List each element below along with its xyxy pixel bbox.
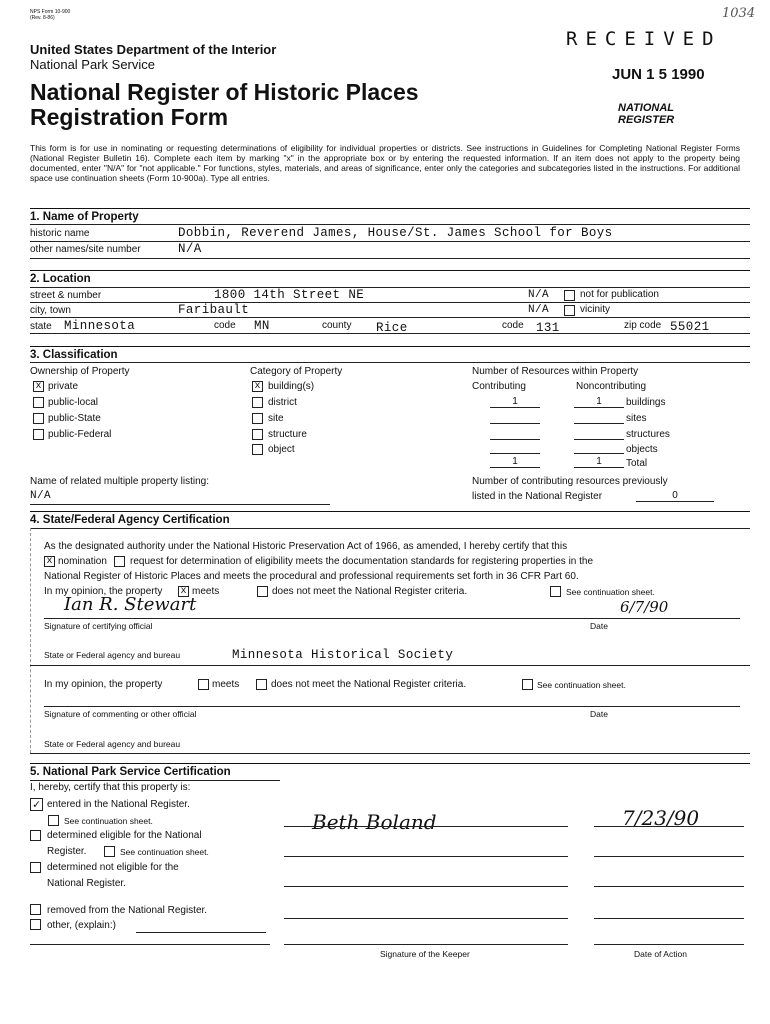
divider xyxy=(30,763,750,764)
previously-listed-label-2: listed in the National Register xyxy=(472,491,603,502)
divider xyxy=(284,918,568,919)
res-sites-label: sites xyxy=(626,413,647,424)
divider xyxy=(30,528,750,529)
ownership-private-checkbox[interactable]: x xyxy=(33,381,44,392)
category-title: Category of Property xyxy=(250,366,343,377)
divider xyxy=(594,826,744,827)
contributing-buildings[interactable]: 1 xyxy=(490,396,540,408)
section-3-heading: 3. Classification xyxy=(30,349,118,361)
divider xyxy=(594,918,744,919)
not-eligible-label-1: determined not eligible for the xyxy=(47,862,179,873)
city-label: city, town xyxy=(30,305,71,316)
category-building-label: building(s) xyxy=(268,381,315,392)
bureau2-label: State or Federal agency and bureau xyxy=(44,739,181,749)
stamp-line2: REGISTER xyxy=(618,114,675,126)
service-name: National Park Service xyxy=(30,57,155,72)
keeper-intro: I, hereby, certify that this property is: xyxy=(30,782,191,793)
other-checkbox[interactable] xyxy=(30,919,41,930)
contributing-structures[interactable] xyxy=(490,428,540,440)
stamp-national-register xyxy=(618,102,674,126)
category-building-checkbox[interactable]: x xyxy=(252,381,263,392)
continuation-sheet2-label: See continuation sheet. xyxy=(537,680,626,690)
other-names-field[interactable]: N/A xyxy=(178,242,202,256)
corner-handwritten-number: 1034 xyxy=(722,6,756,21)
street-na: N/A xyxy=(528,289,550,301)
eligible-continuation-checkbox[interactable] xyxy=(104,846,115,857)
noncontributing-header: Noncontributing xyxy=(576,381,647,392)
divider xyxy=(30,208,750,209)
county-code-field[interactable]: 131 xyxy=(536,321,560,335)
not-for-publication-checkbox[interactable] xyxy=(564,290,575,301)
ownership-public-state-checkbox[interactable] xyxy=(33,413,44,424)
continuation-sheet-checkbox[interactable] xyxy=(550,586,561,597)
contributing-total[interactable]: 1 xyxy=(490,456,540,468)
does-not-meet2-label: does not meet the National Register criteria. xyxy=(271,679,467,690)
noncontributing-structures[interactable] xyxy=(574,428,624,440)
related-listing-field[interactable]: N/A xyxy=(30,490,52,502)
opinion2-label: In my opinion, the property xyxy=(44,679,163,690)
divider xyxy=(284,856,568,857)
category-object-label: object xyxy=(268,444,295,455)
city-na: N/A xyxy=(528,304,550,316)
instructions-paragraph: This form is for use in nominating or requesting determinations of eligibility for individual properties or districts. See instructions in Guidelines for Completing National Register Forms (National Register Bulletin 16). Complete each item by marking "x" in the appropriate box or by entering the requested information. If an item does not apply to the property being documented, enter "N/A" for "not applicable." For functions, styles, materials, and areas of significance, enter only the categories and subcategories listed in the instructions. For additional space use continuation sheets (Form 10-900a). Type all entries. xyxy=(30,143,740,183)
county-code-label: code xyxy=(502,320,524,331)
related-listing-label: Name of related multiple property listing: xyxy=(30,476,209,487)
divider xyxy=(30,270,750,271)
other-label: other, (explain:) xyxy=(47,920,116,931)
county-field[interactable]: Rice xyxy=(376,321,408,335)
divider xyxy=(30,511,750,512)
category-site-checkbox[interactable] xyxy=(252,413,263,424)
nomination-label: nomination xyxy=(58,556,107,567)
section-1-heading: 1. Name of Property xyxy=(30,211,139,223)
res-buildings-label: buildings xyxy=(626,397,666,408)
divider xyxy=(30,258,750,259)
divider xyxy=(284,944,568,945)
state-code-label: code xyxy=(214,320,236,331)
divider xyxy=(136,932,266,933)
zip-label: zip code xyxy=(624,320,662,331)
opinion-label: In my opinion, the property xyxy=(44,586,163,597)
meets-label: meets xyxy=(192,586,220,597)
divider xyxy=(594,886,744,887)
action-date-handwritten: 7/23/90 xyxy=(622,806,700,830)
county-label: county xyxy=(322,320,352,331)
section-5-heading: 5. National Park Service Certification xyxy=(30,766,231,778)
divider xyxy=(30,780,280,781)
removed-label: removed from the National Register. xyxy=(47,905,208,916)
stamp-line1: NATIONAL xyxy=(618,102,675,114)
category-structure-checkbox[interactable] xyxy=(252,429,263,440)
continuation-sheet2-checkbox[interactable] xyxy=(522,679,533,690)
category-district-label: district xyxy=(268,397,297,408)
date-label: Date xyxy=(590,621,608,631)
eligible-continuation-label: See continuation sheet. xyxy=(120,847,209,857)
form-title-line1: National Register of Historic Places xyxy=(30,79,419,105)
street-label: street & number xyxy=(30,290,102,301)
determined-eligible-label-2: Register. xyxy=(47,846,87,857)
divider xyxy=(30,241,750,242)
ownership-public-federal-checkbox[interactable] xyxy=(33,429,44,440)
historic-name-label: historic name xyxy=(30,228,90,239)
ownership-public-local-label: public-local xyxy=(48,397,99,408)
divider xyxy=(594,856,744,857)
zip-field[interactable]: 55021 xyxy=(670,320,710,334)
continuation-sheet-label: See continuation sheet. xyxy=(566,587,655,597)
ownership-public-state-label: public-State xyxy=(48,413,101,424)
noncontributing-sites[interactable] xyxy=(574,412,624,424)
divider xyxy=(30,504,330,505)
commenting-signature-label: Signature of commenting or other official xyxy=(44,709,197,719)
previously-listed-field[interactable]: 0 xyxy=(636,490,714,502)
determination-request-checkbox[interactable] xyxy=(114,556,125,567)
res-structures-label: structures xyxy=(626,429,670,440)
state-code-field[interactable]: MN xyxy=(254,319,270,333)
category-district-checkbox[interactable] xyxy=(252,397,263,408)
divider xyxy=(284,826,568,827)
divider xyxy=(30,317,750,318)
divider xyxy=(30,224,750,225)
keeper-signature-label: Signature of the Keeper xyxy=(380,949,470,959)
removed-checkbox[interactable] xyxy=(30,904,41,915)
meets-checkbox[interactable]: x xyxy=(178,586,189,597)
form-title xyxy=(30,80,419,130)
category-site-label: site xyxy=(268,413,284,424)
agency-name: United States Department of the Interior xyxy=(30,42,277,57)
noncontributing-buildings[interactable]: 1 xyxy=(574,396,624,408)
form-number-line1: NPS Form 10-900 xyxy=(30,9,71,15)
section-2-heading: 2. Location xyxy=(30,273,91,285)
state-label: state xyxy=(30,321,52,332)
vicinity-label: vicinity xyxy=(580,304,611,315)
historic-name-field[interactable]: Dobbin, Reverend James, House/St. James School for Boys xyxy=(178,226,613,240)
form-revision: (Rev. 8-86) xyxy=(30,15,55,21)
contributing-sites[interactable] xyxy=(490,412,540,424)
category-object-checkbox[interactable] xyxy=(252,444,263,455)
entered-checkbox[interactable]: ✓ xyxy=(30,798,43,811)
does-not-meet-label: does not meet the National Register criteria. xyxy=(272,586,468,597)
form-number xyxy=(30,9,70,21)
stamp-date: JUN 1 5 1990 xyxy=(612,66,705,83)
ownership-private-label: private xyxy=(48,381,79,392)
not-for-publication-label: not for publication xyxy=(580,289,659,300)
divider xyxy=(30,753,750,754)
divider xyxy=(30,944,270,945)
divider xyxy=(30,528,31,753)
vicinity-checkbox[interactable] xyxy=(564,305,575,316)
ownership-public-local-checkbox[interactable] xyxy=(33,397,44,408)
section-4-heading: 4. State/Federal Agency Certification xyxy=(30,514,230,526)
does-not-meet2-checkbox[interactable] xyxy=(256,679,267,690)
noncontributing-objects[interactable] xyxy=(574,442,624,454)
not-eligible-checkbox[interactable] xyxy=(30,862,41,873)
divider xyxy=(594,944,744,945)
bureau-label: State or Federal agency and bureau xyxy=(44,650,181,660)
category-structure-label: structure xyxy=(268,429,307,440)
stamp-received: RECEIVED xyxy=(566,28,722,50)
determined-eligible-checkbox[interactable] xyxy=(30,830,41,841)
divider xyxy=(30,333,750,334)
keeper-signature: Beth Boland xyxy=(312,810,437,834)
certifying-official-signature: Ian R. Stewart xyxy=(64,594,197,615)
ownership-public-federal-label: public-Federal xyxy=(48,429,112,440)
entered-label: entered in the National Register. xyxy=(47,799,190,810)
certifying-date-handwritten: 6/7/90 xyxy=(620,598,669,616)
cert-paragraph-line2: request for determination of eligibility meets the documentation standards for registering properties in the xyxy=(130,556,594,567)
resources-title: Number of Resources within Property xyxy=(472,366,639,377)
contributing-objects[interactable] xyxy=(490,442,540,454)
previously-listed-label-1: Number of contributing resources previously xyxy=(472,476,668,487)
signature-label: Signature of certifying official xyxy=(44,621,153,631)
cert-paragraph-line1: As the designated authority under the National Historic Preservation Act of 1966, as amended, I hereby certify that this xyxy=(44,541,568,552)
divider xyxy=(30,665,750,666)
res-objects-label: objects xyxy=(626,444,658,455)
ownership-title: Ownership of Property xyxy=(30,366,130,377)
determined-eligible-label-1: determined eligible for the National xyxy=(47,830,202,841)
divider xyxy=(30,346,750,347)
divider xyxy=(44,706,740,707)
commenting-date-label: Date xyxy=(590,709,608,719)
received-stamp xyxy=(566,26,752,134)
bureau-field[interactable]: Minnesota Historical Society xyxy=(232,648,454,662)
entered-continuation-label: See continuation sheet. xyxy=(64,816,153,826)
meets2-label: meets xyxy=(212,679,240,690)
divider xyxy=(44,618,740,619)
form-title-line2: Registration Form xyxy=(30,104,229,130)
divider xyxy=(284,886,568,887)
other-names-label: other names/site number xyxy=(30,244,141,255)
divider xyxy=(30,287,750,288)
divider xyxy=(30,362,750,363)
contributing-header: Contributing xyxy=(472,381,526,392)
street-field[interactable]: 1800 14th Street NE xyxy=(214,288,365,302)
does-not-meet-checkbox[interactable] xyxy=(257,586,268,597)
not-eligible-label-2: National Register. xyxy=(47,878,126,889)
res-total-label: Total xyxy=(626,458,648,469)
divider xyxy=(30,302,750,303)
city-field[interactable]: Faribault xyxy=(178,303,250,317)
date-of-action-label: Date of Action xyxy=(634,949,687,959)
cert-paragraph-line3: National Register of Historic Places and meets the procedural and professional requirements set forth in 36 CFR Part 60. xyxy=(44,571,579,582)
entered-continuation-checkbox[interactable] xyxy=(48,815,59,826)
nomination-checkbox[interactable]: x xyxy=(44,556,55,567)
state-field[interactable]: Minnesota xyxy=(64,319,136,333)
meets2-checkbox[interactable] xyxy=(198,679,209,690)
noncontributing-total[interactable]: 1 xyxy=(574,456,624,468)
